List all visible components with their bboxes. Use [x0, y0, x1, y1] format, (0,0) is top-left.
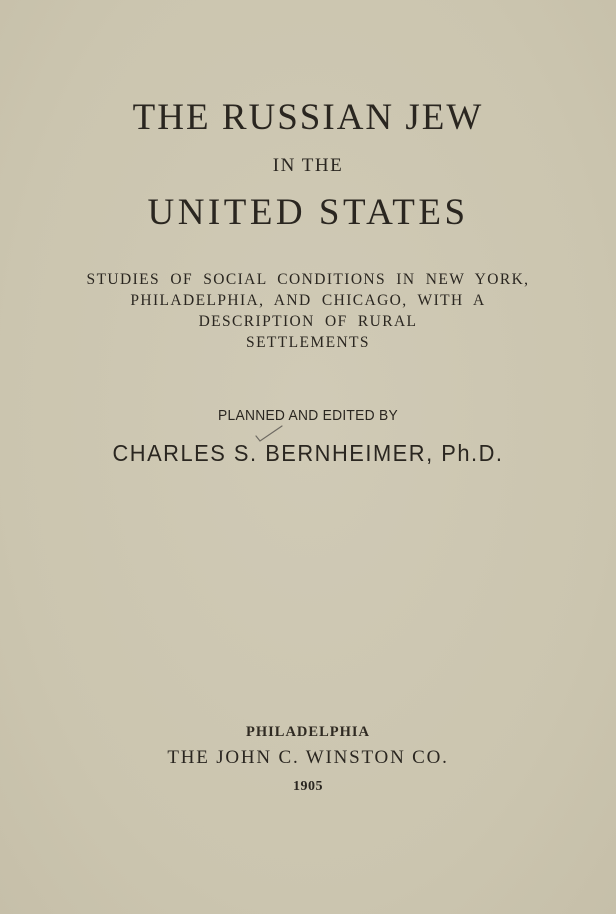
book-title-line-1: THE RUSSIAN JEW	[132, 97, 484, 138]
publication-year: 1905	[293, 779, 323, 794]
subtitle-line-3: DESCRIPTION OF RURAL	[198, 313, 418, 330]
editor-name: CHARLES S. BERNHEIMER, Ph.D.	[112, 440, 504, 466]
publisher-name: THE JOHN C. WINSTON CO.	[167, 747, 449, 768]
book-title-line-2: IN THE	[272, 155, 344, 176]
editor-credit-line: PLANNED AND EDITED BY	[218, 407, 398, 424]
subtitle-line-2: PHILADELPHIA, AND CHICAGO, WITH A	[130, 292, 486, 309]
publisher-city: PHILADELPHIA	[246, 724, 370, 740]
subtitle-line-4: SETTLEMENTS	[246, 334, 370, 351]
book-title-line-3: UNITED STATES	[147, 192, 469, 233]
subtitle-line-1: STUDIES OF SOCIAL CONDITIONS IN NEW YORK,	[86, 271, 530, 288]
